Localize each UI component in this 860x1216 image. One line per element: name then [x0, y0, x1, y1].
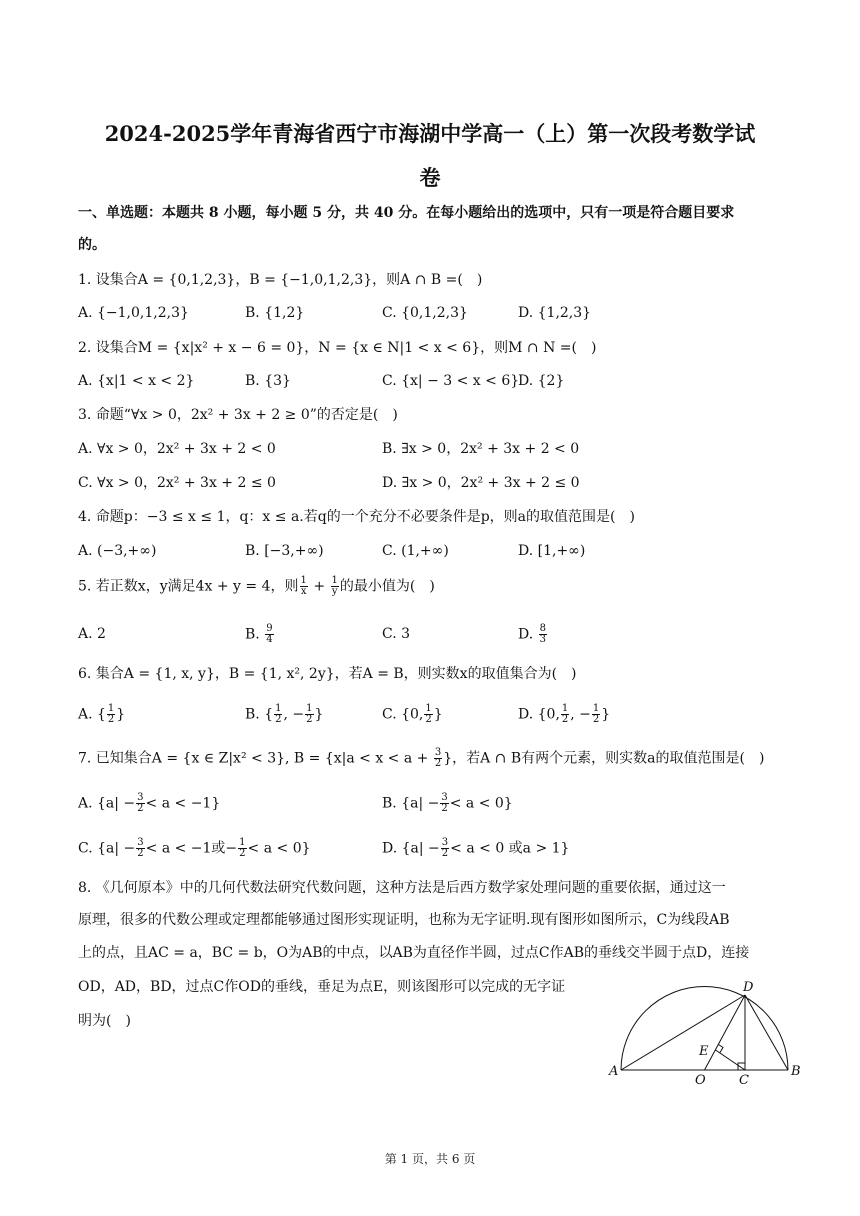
- q6-option-d: D. {0, $\frac{1}{2}$ , − $\frac{1}{2}$ }: [518, 703, 611, 725]
- segment-od: [705, 995, 746, 1070]
- q1-option-c: C. {0,1,2,3}: [382, 305, 468, 321]
- q5-option-d: D. $\frac{8}{3}$: [518, 623, 547, 645]
- q1-option-d: D. {1,2,3}: [518, 305, 592, 321]
- q6-option-b: B. { $\frac{1}{2}$ , − $\frac{1}{2}$ }: [245, 703, 324, 725]
- question-5-stem: 5. 若正数x，y满足4x + y = 4，则 $\frac{1}{x}$ + $\frac{1}{y}$ 的最小值为( ): [78, 575, 435, 597]
- q2-option-d: D. {2}: [518, 373, 565, 389]
- q5-option-b: B. $\frac{9}{4}$: [245, 623, 273, 645]
- q5-stem-tail: 的最小值为( ): [339, 578, 435, 595]
- label-b: B: [791, 1064, 801, 1079]
- question-8-line-4: OD，AD，BD，过点C作OD的垂线，垂足为点E，则该图形可以完成的无字证: [78, 979, 566, 995]
- label-c: C: [739, 1073, 749, 1088]
- q1-option-a: A. {−1,0,1,2,3}: [78, 305, 189, 321]
- fraction-1-over-x: $\frac{1}{x}$: [300, 575, 307, 597]
- fraction-1-over-y: $\frac{1}{y}$: [331, 575, 338, 597]
- question-8-line-3: 上的点，且AC = a，BC = b，O为AB的中点，以AB为直径作半圆，过点C作AB的垂线交半圆于点D，连接: [78, 945, 750, 961]
- page-title: [60, 112, 800, 200]
- semicircle-geometry-figure: [605, 975, 810, 1090]
- question-7-stem: 7. 已知集合A = {x ∈ Z|x² < 3}, B = {x|a < x < a + $\frac{3}{2}$ }，若A ∩ B有两个元素，则实数a的取值范围是( ): [78, 747, 765, 769]
- question-1-stem: 1. 设集合A = {0,1,2,3}，B = {−1,0,1,2,3}，则A ∩ B =( ): [78, 272, 483, 288]
- q6-option-c: C. {0, $\frac{1}{2}$ }: [382, 703, 443, 725]
- label-d: D: [743, 980, 754, 995]
- q4-option-c: C. (1,+∞): [382, 543, 449, 559]
- label-a: A: [609, 1064, 619, 1079]
- q2-option-c: C. {x| − 3 < x < 6}: [382, 373, 520, 389]
- question-3-stem: 3. 命题“∀x > 0，2x² + 3x + 2 ≥ 0”的否定是( ): [78, 407, 398, 423]
- question-2-stem: 2. 设集合M = {x|x² + x − 6 = 0}，N = {x ∈ N|1 < x < 6}，则M ∩ N =( ): [78, 340, 597, 356]
- q3-option-a: A. ∀x > 0，2x² + 3x + 2 < 0: [78, 441, 276, 457]
- right-angle-mark-e: [719, 1045, 724, 1053]
- question-4-stem: 4. 命题p：−3 ≤ x ≤ 1，q：x ≤ a.若q的一个充分不必要条件是p，则a的取值范围是( ): [78, 509, 635, 525]
- q2-option-b: B. {3}: [245, 373, 291, 389]
- section-heading-line-2: 的。: [78, 237, 106, 253]
- page-footer: 第 1 页，共 6 页: [384, 1152, 476, 1166]
- q5-option-a: A. 2: [78, 626, 106, 642]
- q3-option-c: C. ∀x > 0，2x² + 3x + 2 ≤ 0: [78, 475, 276, 491]
- title-line-2: 卷: [419, 165, 441, 190]
- label-o: O: [695, 1073, 706, 1088]
- q7-option-b: B. {a| − $\frac{3}{2}$ < a < 0}: [382, 792, 513, 814]
- q4-option-b: B. [−3,+∞): [245, 543, 324, 559]
- segment-bd: [745, 995, 788, 1070]
- q4-option-d: D. [1,+∞): [518, 543, 586, 559]
- segment-ad: [621, 995, 745, 1070]
- question-8-line-5: 明为( ): [78, 1013, 131, 1029]
- question-6-stem: 6. 集合A = {1, x, y}，B = {1, x², 2y}，若A = B，则实数x的取值集合为( ): [78, 666, 577, 682]
- q4-option-a: A. (−3,+∞): [78, 543, 157, 559]
- question-8-line-2: 原理，很多的代数公理或定理都能够通过图形实现证明，也称为无字证明.现有图形如图所示，C为线段AB: [78, 912, 730, 928]
- q7-option-a: A. {a| − $\frac{3}{2}$ < a < −1}: [78, 792, 221, 814]
- q3-option-d: D. ∃x > 0，2x² + 3x + 2 ≤ 0: [382, 475, 580, 491]
- q1-option-b: B. {1,2}: [245, 305, 305, 321]
- segment-ce: [716, 1050, 746, 1070]
- q3-option-b: B. ∃x > 0，2x² + 3x + 2 < 0: [382, 441, 580, 457]
- q5-option-c: C. 3: [382, 626, 411, 642]
- question-8-line-1: 8. 《几何原本》中的几何代数法研究代数问题，这种方法是后西方数学家处理问题的重要依据，通过这一: [78, 880, 726, 896]
- section-heading-line-1: 一、单选题：本题共 8 小题，每小题 5 分，共 40 分。在每小题给出的选项中，只有一项是符合题目要求: [78, 205, 735, 221]
- q7-option-d: D. {a| − $\frac{3}{2}$ < a < 0 或a > 1}: [382, 837, 570, 859]
- title-line-1: 2024-2025学年青海省西宁市海湖中学高一（上）第一次段考数学试: [104, 121, 756, 146]
- label-e: E: [699, 1044, 709, 1059]
- q2-option-a: A. {x|1 < x < 2}: [78, 373, 195, 389]
- q7-option-c: C. {a| − $\frac{3}{2}$ < a < −1或− $\frac{1}{2}$ < a < 0}: [78, 837, 311, 859]
- q6-option-a: A. { $\frac{1}{2}$ }: [78, 703, 126, 725]
- q5-stem-text: 5. 若正数x，y满足4x + y = 4，则: [78, 578, 299, 595]
